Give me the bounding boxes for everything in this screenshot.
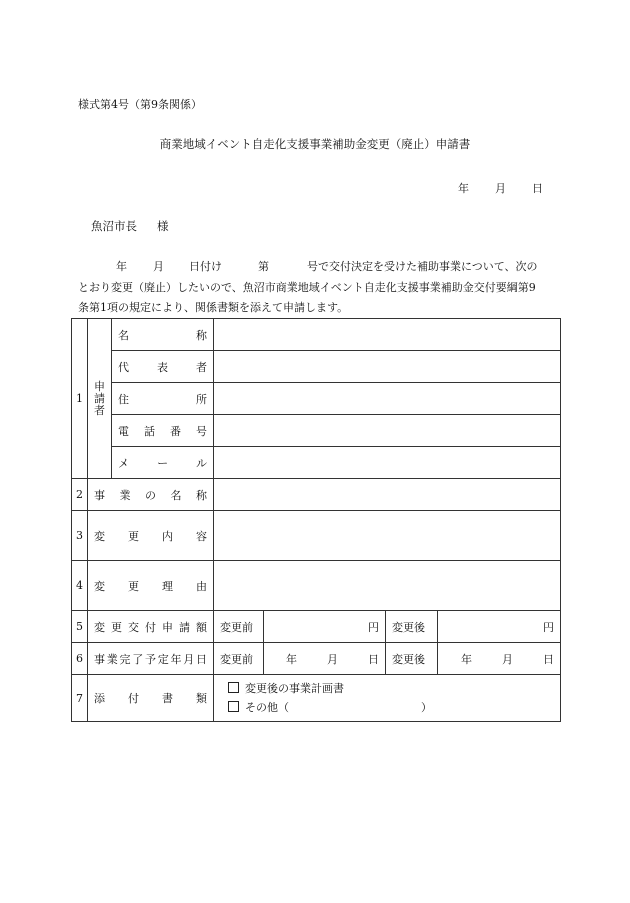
applicant-row-address — [72, 383, 561, 415]
applicant-row-email — [72, 447, 561, 479]
completion-row — [72, 643, 561, 675]
field-label-rep: 代表者 — [112, 351, 214, 383]
project-name-row — [72, 479, 561, 511]
body-line-3: 条第1項の規定により、関係書類を添えて申請します。 — [78, 301, 349, 314]
completion-before-label: 変更前 — [214, 643, 264, 675]
field-label-email: メール — [112, 447, 214, 479]
change-reason-label: 変更理由 — [88, 561, 214, 611]
date-month: 月 — [327, 652, 338, 666]
attachments-list — [214, 675, 561, 722]
row-number: 1 — [72, 319, 88, 479]
amount-before-input[interactable] — [264, 611, 386, 643]
date-day: 日 — [368, 652, 379, 666]
amount-row — [72, 611, 561, 643]
date-month: 月 — [495, 182, 506, 195]
attachment-item[interactable] — [214, 679, 560, 698]
change-reason-input[interactable] — [214, 561, 561, 611]
change-content-label: 変更内容 — [88, 511, 214, 561]
body-dated: 日付け — [189, 260, 222, 273]
completion-after-input[interactable] — [438, 643, 561, 675]
field-label-address: 住所 — [112, 383, 214, 415]
attachments-label: 添付書類 — [88, 675, 214, 722]
field-label-name: 名称 — [112, 319, 214, 351]
date-month: 月 — [502, 652, 513, 666]
project-name-input[interactable] — [214, 479, 561, 511]
attachment-item[interactable] — [214, 698, 560, 717]
project-name-label: 事業の名称 — [88, 479, 214, 511]
body-no: 第 — [258, 260, 269, 273]
date-line — [458, 180, 543, 196]
body-month: 月 — [153, 260, 164, 273]
applicant-rep-input[interactable] — [214, 351, 561, 383]
completion-before-input[interactable] — [264, 643, 386, 675]
applicant-row-rep — [72, 351, 561, 383]
yen-unit: 円 — [543, 620, 554, 634]
applicant-email-input[interactable] — [214, 447, 561, 479]
attachments-row — [72, 675, 561, 722]
completion-after-label: 変更後 — [386, 643, 438, 675]
addressee — [91, 218, 169, 234]
amount-before-label: 変更前 — [214, 611, 264, 643]
change-content-row — [72, 511, 561, 561]
yen-unit: 円 — [368, 620, 379, 634]
applicant-phone-input[interactable] — [214, 415, 561, 447]
body-rest: 号で交付決定を受けた補助事業について、次の — [307, 260, 538, 273]
date-year: 年 — [458, 182, 469, 195]
form-title: 商業地域イベント自走化支援事業補助金変更（廃止）申請書 — [159, 137, 471, 151]
body-line-2: とおり変更（廃止）したいので、魚沼市商業地域イベント自走化支援事業補助金交付要綱第9 — [78, 281, 536, 294]
completion-label: 事業完了予定年月日 — [88, 643, 214, 675]
checkbox-icon[interactable] — [228, 701, 239, 712]
date-day: 日 — [543, 652, 554, 666]
addressee-name: 魚沼市長 — [91, 219, 137, 233]
attachment-label: その他（ ） — [245, 701, 432, 714]
addressee-honorific: 様 — [157, 219, 169, 233]
date-day: 日 — [532, 182, 543, 195]
row-number: 5 — [72, 611, 88, 643]
date-year: 年 — [286, 652, 297, 666]
row-number: 6 — [72, 643, 88, 675]
applicant-address-input[interactable] — [214, 383, 561, 415]
applicant-name-input[interactable] — [214, 319, 561, 351]
body-year: 年 — [116, 260, 127, 273]
body-line-1 — [78, 258, 538, 274]
amount-after-input[interactable] — [438, 611, 561, 643]
application-table — [71, 318, 561, 722]
amount-label: 変更交付申請額 — [88, 611, 214, 643]
change-reason-row — [72, 561, 561, 611]
form-number: 様式第4号（第9条関係） — [78, 98, 202, 111]
row-number: 7 — [72, 675, 88, 722]
applicant-row-name — [72, 319, 561, 351]
row-number: 2 — [72, 479, 88, 511]
row-number: 3 — [72, 511, 88, 561]
field-label-phone: 電話番号 — [112, 415, 214, 447]
change-content-input[interactable] — [214, 511, 561, 561]
date-year: 年 — [461, 652, 472, 666]
attachment-label: 変更後の事業計画書 — [245, 682, 344, 695]
row-number: 4 — [72, 561, 88, 611]
amount-after-label: 変更後 — [386, 611, 438, 643]
applicant-label: 申請者 — [88, 319, 112, 479]
applicant-row-phone — [72, 415, 561, 447]
checkbox-icon[interactable] — [228, 682, 239, 693]
